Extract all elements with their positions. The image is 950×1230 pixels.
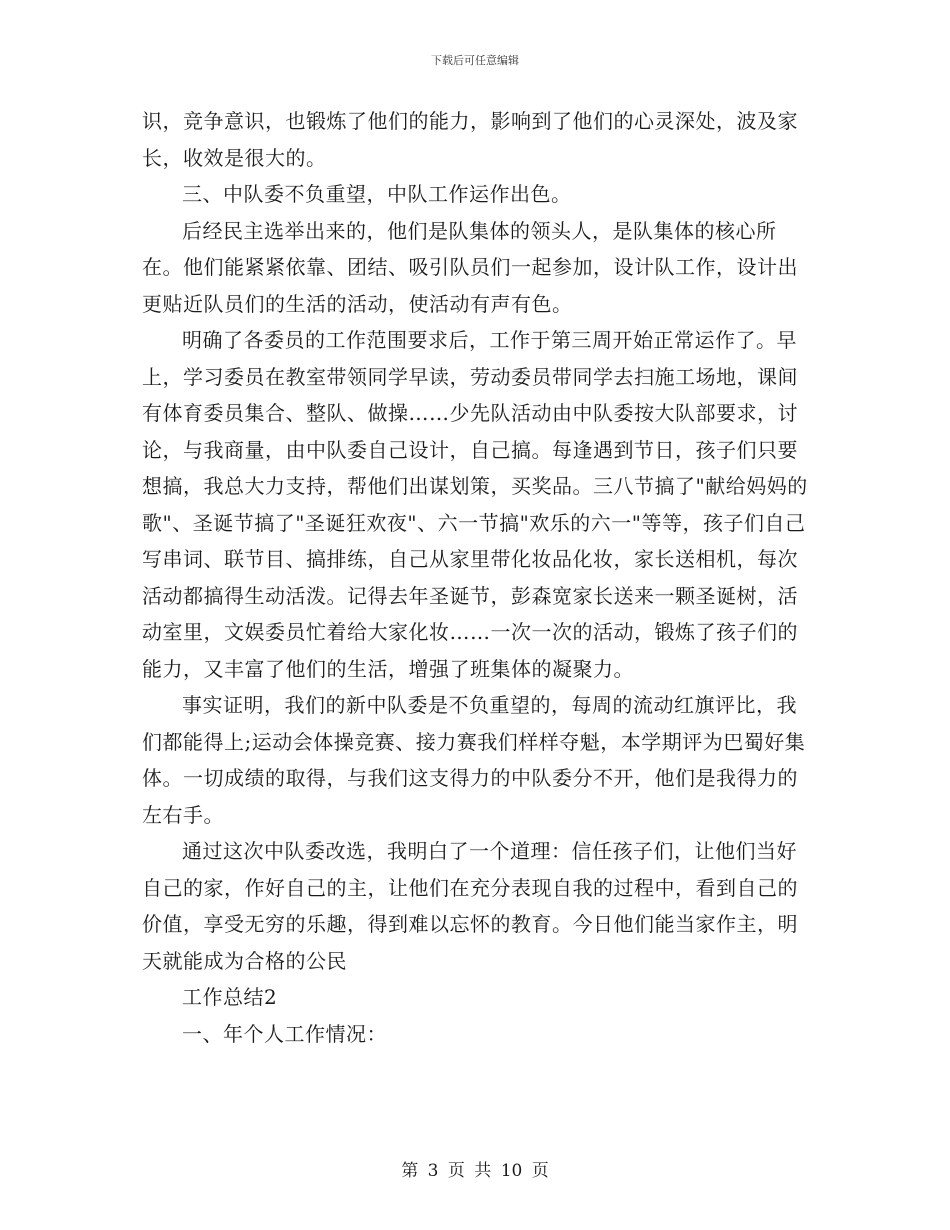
paragraph: 通过这次中队委改选，我明白了一个道理：信任孩子们，让他们当好自己的家，作好自己的主，让他们在充分表现自我的过程中，看到自己的价值，享受无穷的乐趣，得到难以忘怀的教育。今日他们能当家作主，明天就能成为合格的公民 <box>142 839 798 973</box>
section-heading: 一、年个人工作情况： <box>182 1021 387 1046</box>
paragraph: 事实证明，我们的新中队委是不负重望的，每周的流动红旗评比，我们都能得上;运动会体操竞赛、接力赛我们样样夺魁，本学期评为巴蜀好集体。一切成绩的取得，与我们这支得力的中队委分不开，他们是我得力的左右手。 <box>142 693 806 827</box>
page-header-note: 下载后可任意编辑 <box>431 54 519 67</box>
paragraph: 后经民主选举出来的，他们是队集体的领头人，是队集体的核心所在。他们能紧紧依靠、团结、吸引队员们一起参加，设计队工作，设计出更贴近队员们的生活的活动，使活动有声有色。 <box>142 218 798 316</box>
page-number: 第 3 页 共 10 页 <box>401 1161 549 1181</box>
section-heading: 三、中队委不负重望，中队工作运作出色。 <box>182 182 572 206</box>
document-title: 工作总结2 <box>182 985 278 1009</box>
paragraph: 识，竞争意识，也锻炼了他们的能力，影响到了他们的心灵深处，波及家长，收效是很大的。 <box>142 109 798 170</box>
paragraph: 明确了各委员的工作范围要求后，工作于第三周开始正常运作了。早上，学习委员在教室带领同学早读，劳动委员带同学去扫施工场地，课间有体育委员集合、整队、做操……少先队活动由中队委按大队部要求，讨论，与我商量，由中队委自己设计，自己搞。每逢遇到节日，孩子们只要想搞，我总大力支持，帮他们出谋划策，买奖品。三八节搞了"献给妈妈的歌"、圣诞节搞了"圣诞狂欢夜"、六一节搞"欢乐的六一"等等，孩子们自己写串词、联节目、搞排练，自己从家里带化妆品化妆，家长送相机，每次活动都搞得生动活泼。记得去年圣诞节，彭森宽家长送来一颗圣诞树，活动室里，文娱委员忙着给大家化妆……一次一次的活动，锻炼了孩子们的能力，又丰富了他们的生活，增强了班集体的凝聚力。 <box>142 328 808 681</box>
document-body <box>142 103 812 1052</box>
